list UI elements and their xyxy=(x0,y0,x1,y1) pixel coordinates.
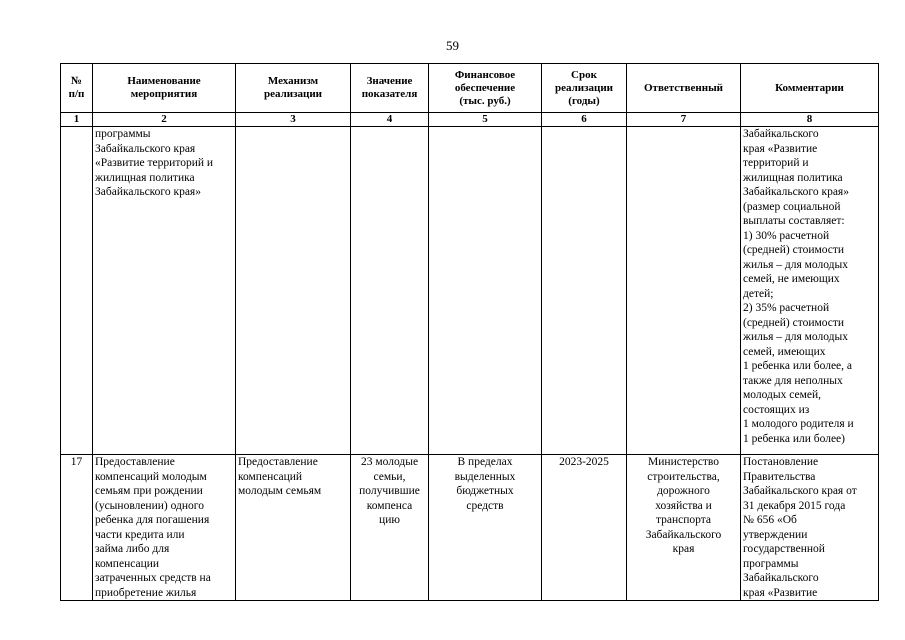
column-number: 5 xyxy=(429,113,542,127)
table-row xyxy=(61,127,879,455)
column-number: 3 xyxy=(236,113,351,127)
row-indicator xyxy=(351,127,429,455)
page-number: 59 xyxy=(446,38,459,53)
header-finance: Финансовое обеспечение (тыс. руб.) xyxy=(429,64,542,113)
column-number: 8 xyxy=(741,113,879,127)
header-mechanism: Механизм реализации xyxy=(236,64,351,113)
header-indicator: Значение показателя xyxy=(351,64,429,113)
header-term: Срок реализации (годы) xyxy=(542,64,627,113)
row-mechanism: Предоставление компенсаций молодым семьям xyxy=(236,455,351,601)
row-term: 2023-2025 xyxy=(542,455,627,601)
row-finance: В пределах выделенных бюджетных средств xyxy=(429,455,542,601)
column-number: 7 xyxy=(627,113,741,127)
row-finance xyxy=(429,127,542,455)
column-number-row xyxy=(61,113,879,127)
row-name: программы Забайкальского края «Развитие территорий и жилищная политика Забайкальского края» xyxy=(93,127,236,455)
row-comments: Постановление Правительства Забайкальского края от 31 декабря 2015 года № 656 «Об утверждении государственной программы Забайкальского края «Развитие xyxy=(741,455,879,601)
measures-table xyxy=(60,63,879,601)
table-header-row xyxy=(61,64,879,113)
column-number: 1 xyxy=(61,113,93,127)
header-num: № п/п xyxy=(61,64,93,113)
header-responsible: Ответственный xyxy=(627,64,741,113)
header-comments: Комментарии xyxy=(741,64,879,113)
column-number: 6 xyxy=(542,113,627,127)
row-name: Предоставление компенсаций молодым семьям при рождении (усыновлении) одного ребенка для погашения части кредита или займа либо для компенсации затраченных средств на приобретение жилья xyxy=(93,455,236,601)
header-name: Наименование мероприятия xyxy=(93,64,236,113)
row-num xyxy=(61,127,93,455)
row-mechanism xyxy=(236,127,351,455)
column-number: 4 xyxy=(351,113,429,127)
row-responsible: Министерство строительства, дорожного хозяйства и транспорта Забайкальского края xyxy=(627,455,741,601)
table-row xyxy=(61,455,879,601)
row-responsible xyxy=(627,127,741,455)
row-num: 17 xyxy=(61,455,93,601)
column-number: 2 xyxy=(93,113,236,127)
row-term xyxy=(542,127,627,455)
row-comments: Забайкальского края «Развитие территорий и жилищная политика Забайкальского края» (размер социальной выплаты составляет: 1) 30% расчетной (средней) стоимости жилья – для молодых семей, не имеющих детей; 2) 35% расчетной (средней) стоимости жилья – для молодых семей, имеющих 1 ребенка или более, а также для неполных молодых семей, состоящих из 1 молодого родителя и 1 ребенка или более) xyxy=(741,127,879,455)
row-indicator: 23 молодые семьи, получившие компенса цию xyxy=(351,455,429,601)
